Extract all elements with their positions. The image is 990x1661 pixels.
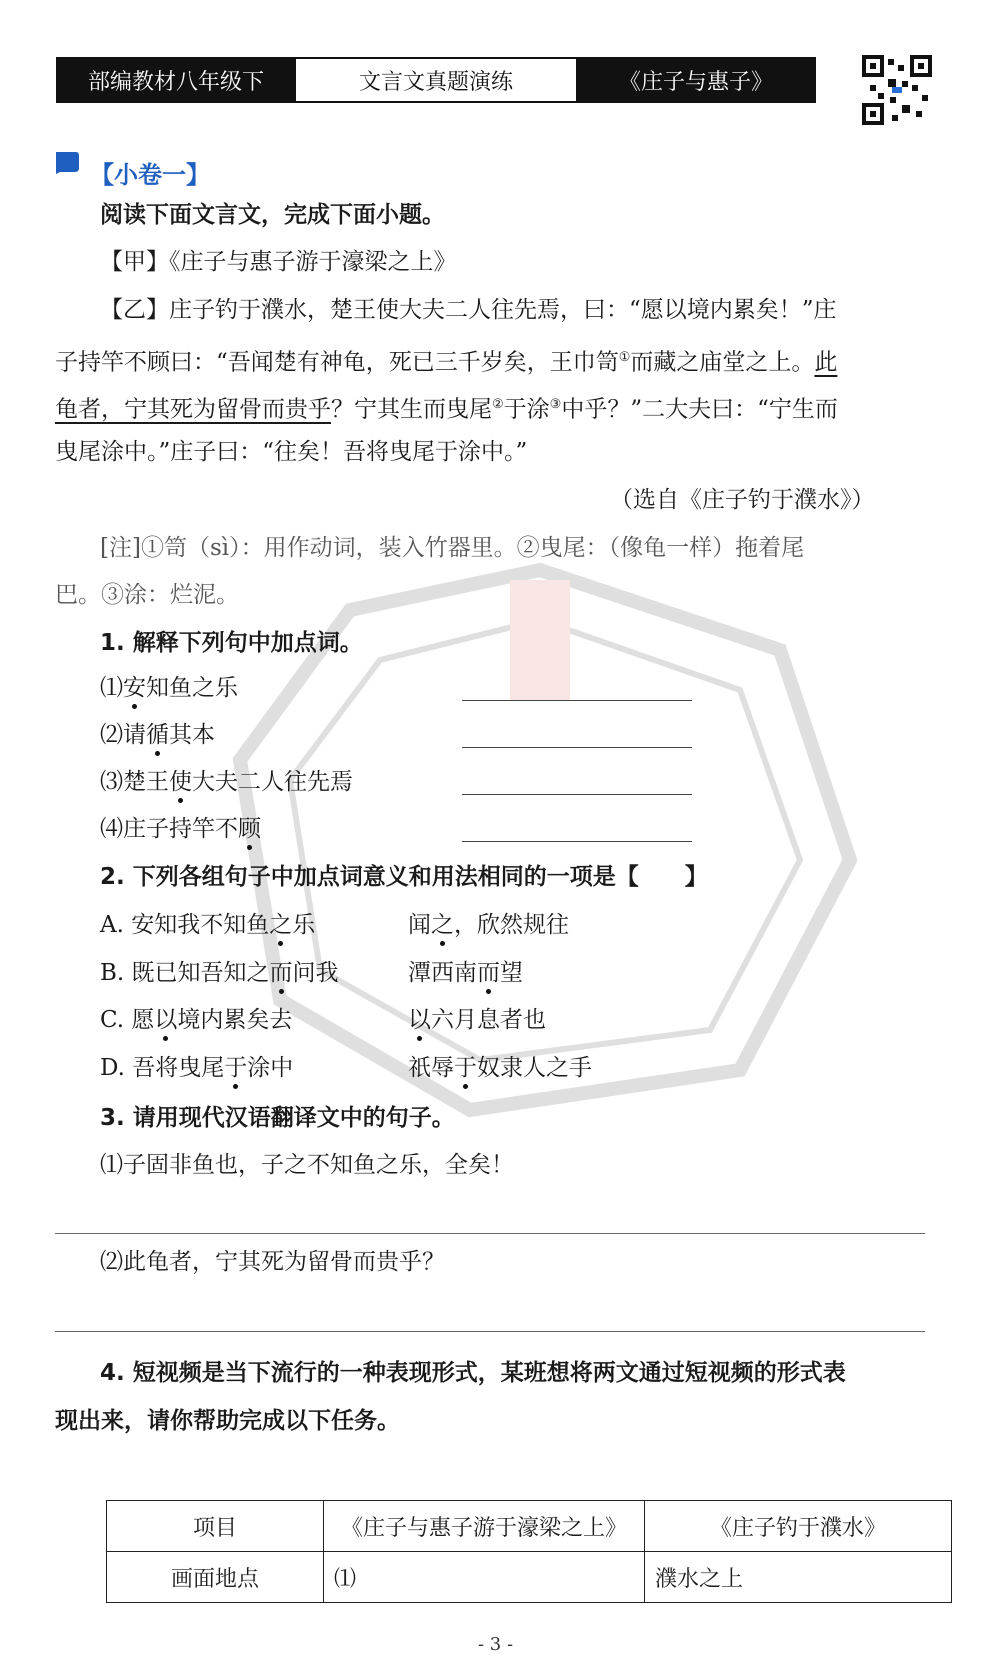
q2-option-b-compare: 潭西南而望 xyxy=(408,960,523,986)
passage-jia-title: 【甲】《庄子与惠子游于濠梁之上》 xyxy=(100,249,457,275)
table-cell: 画面地点 xyxy=(107,1552,324,1603)
q3-title: 3. 请用现代汉语翻译文中的句子。 xyxy=(100,1105,455,1131)
header-bar xyxy=(56,57,816,103)
header-grade: 部编教材八年级下 xyxy=(58,59,294,101)
table-header: 项目 xyxy=(107,1501,324,1552)
q3-sentence-2: ⑵此龟者，宁其死为留骨而贵乎？ xyxy=(100,1249,445,1275)
table-cell-answer[interactable]: ⑴ xyxy=(324,1552,645,1603)
answer-blank-3[interactable] xyxy=(462,794,692,795)
section-title: 【小卷一】 xyxy=(90,161,210,189)
q1-item-2: ⑵请循其本 xyxy=(100,722,215,748)
table-header: 《庄子与惠子游于濠梁之上》 xyxy=(324,1501,645,1552)
q1-title: 1. 解释下列句中加点词。 xyxy=(100,630,363,656)
passage-yi-line-3: 龟者，宁其死为留骨而贵乎？宁其生而曳尾②于涂③中乎？”二大夫曰：“宁生而 xyxy=(55,396,838,423)
q1-item-1: ⑴安知鱼之乐 xyxy=(100,675,238,701)
page-number: - 3 - xyxy=(478,1634,514,1655)
header-title: 《庄子与惠子》 xyxy=(578,59,814,101)
q4-title-line-2: 现出来，请你帮助完成以下任务。 xyxy=(55,1408,400,1434)
answer-line-2[interactable] xyxy=(55,1331,925,1332)
table-cell: 濮水之上 xyxy=(645,1552,952,1603)
table-header: 《庄子钓于濮水》 xyxy=(645,1501,952,1552)
passage-yi-line-4: 曳尾涂中。”庄子曰：“往矣！吾将曳尾于涂中。” xyxy=(55,439,528,465)
note-line-1: [注]①笥（sì）：用作动词，装入竹器里。②曳尾：（像龟一样）拖着尾 xyxy=(100,535,805,561)
instruction-text: 阅读下面文言文，完成下面小题。 xyxy=(100,202,445,228)
passage-yi-line-2: 子持竿不顾曰：“吾闻楚有神龟，死已三千岁矣，王巾笥①而藏之庙堂之上。此 xyxy=(55,349,838,376)
table-header-row xyxy=(107,1501,952,1552)
qr-code-icon xyxy=(862,55,932,125)
q2-option-b[interactable]: B. 既已知吾知之而问我 xyxy=(100,960,339,986)
passage-yi-line-1: 【乙】庄子钓于濮水，楚王使大夫二人往先焉，曰：“愿以境内累矣！”庄 xyxy=(100,297,837,323)
q1-item-3: ⑶楚王使大夫二人往先焉 xyxy=(100,769,353,795)
passage-source: （选自《庄子钓于濮水》） xyxy=(610,487,875,513)
answer-line-1[interactable] xyxy=(55,1233,925,1234)
q2-title: 2. 下列各组句子中加点词意义和用法相同的一项是【 】 xyxy=(100,864,708,890)
note-line-2: 巴。③涂：烂泥。 xyxy=(55,582,239,608)
q3-sentence-1: ⑴子固非鱼也，子之不知鱼之乐，全矣！ xyxy=(100,1152,514,1178)
q2-option-d-compare: 祇辱于奴隶人之手 xyxy=(408,1055,592,1081)
q2-option-c-compare: 以六月息者也 xyxy=(408,1007,546,1033)
answer-blank-1[interactable] xyxy=(462,700,692,701)
header-topic: 文言文真题演练 xyxy=(294,59,578,101)
task-table xyxy=(106,1500,952,1603)
answer-blank-4[interactable] xyxy=(462,841,692,842)
q1-item-4: ⑷庄子持竿不顾 xyxy=(100,816,261,842)
bookmark-icon xyxy=(54,150,80,174)
q2-option-a-compare: 闻之，欣然规往 xyxy=(408,912,569,938)
answer-blank-2[interactable] xyxy=(462,747,692,748)
q2-option-c[interactable]: C. 愿以境内累矣去 xyxy=(100,1007,293,1033)
table-row xyxy=(107,1552,952,1603)
q2-option-a[interactable]: A. 安知我不知鱼之乐 xyxy=(100,912,316,938)
q4-title-line-1: 4. 短视频是当下流行的一种表现形式，某班想将两文通过短视频的形式表 xyxy=(100,1360,846,1386)
q2-option-d[interactable]: D. 吾将曳尾于涂中 xyxy=(100,1055,294,1081)
